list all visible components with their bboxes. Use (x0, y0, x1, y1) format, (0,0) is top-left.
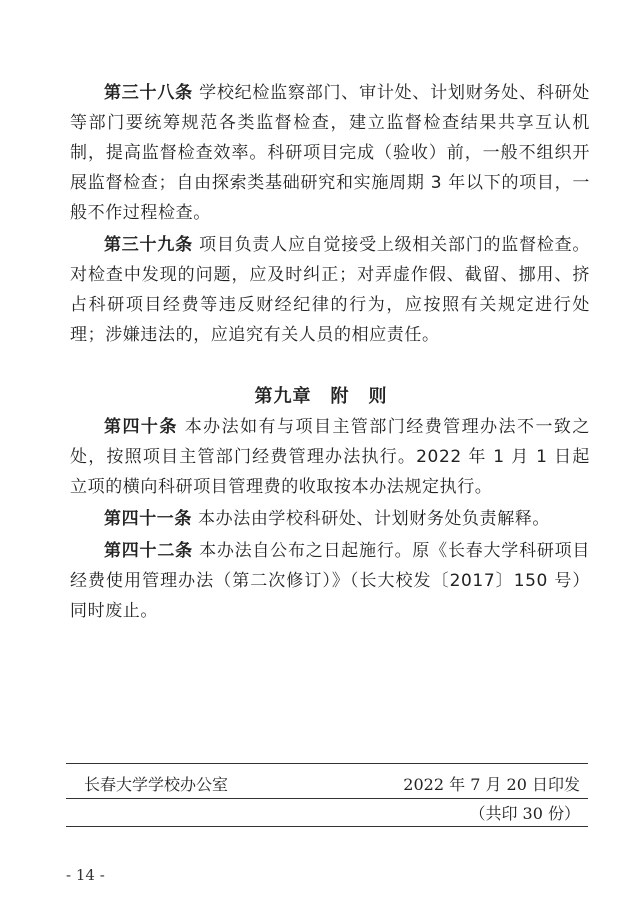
footer-top-rule (66, 763, 588, 764)
footer-middle-rule (66, 798, 588, 799)
article-label: 第三十九条 (104, 235, 193, 255)
issue-date: 2022 年 7 月 20 日印发 (403, 775, 580, 794)
issuer: 长春大学学校办公室 (84, 775, 229, 794)
article-text: 项目负责人应自觉接受上级相关部门的监督检查。对检查中发现的问题，应及时纠正；对弄虚作假、截留、挪用、挤占科研项目经费等违反财经纪律的行为，应按照有关规定进行处理；涉嫌违法的，应追究有关人员的相应责任。 (70, 235, 590, 345)
article-41 (70, 504, 590, 534)
copies-count: （共印 30 份） (469, 804, 580, 823)
article-38 (70, 78, 590, 228)
article-text: 学校纪检监察部门、审计处、计划财务处、科研处等部门要统筹规范各类监督检查，建立监督检查结果共享互认机制，提高监督检查效率。科研项目完成（验收）前，一般不组织开展监督检查；自由探索类基础研究和实施周期 3 年以下的项目，一般不作过程检查。 (70, 83, 590, 223)
article-39 (70, 230, 590, 350)
article-label: 第四十条 (104, 417, 178, 437)
page-number: - 14 - (66, 866, 105, 884)
article-text: 本办法自公布之日起施行。原《长春大学科研项目经费使用管理办法（第二次修订）》（长大校发〔2017〕150 号）同时废止。 (70, 541, 590, 621)
article-label: 第四十二条 (104, 541, 193, 561)
article-text: 本办法如有与项目主管部门经费管理办法不一致之处，按照项目主管部门经费管理办法执行。2022 年 1 月 1 日起立项的横向科研项目管理费的收取按本办法规定执行。 (70, 417, 590, 497)
article-label: 第四十一条 (104, 509, 192, 529)
footer-bottom-rule (66, 826, 588, 827)
article-40 (70, 412, 590, 502)
article-42 (70, 536, 590, 626)
article-text: 本办法由学校科研处、计划财务处负责解释。 (198, 509, 551, 529)
article-label: 第三十八条 (104, 83, 193, 103)
chapter-title: 第九章 附 则 (254, 386, 388, 407)
